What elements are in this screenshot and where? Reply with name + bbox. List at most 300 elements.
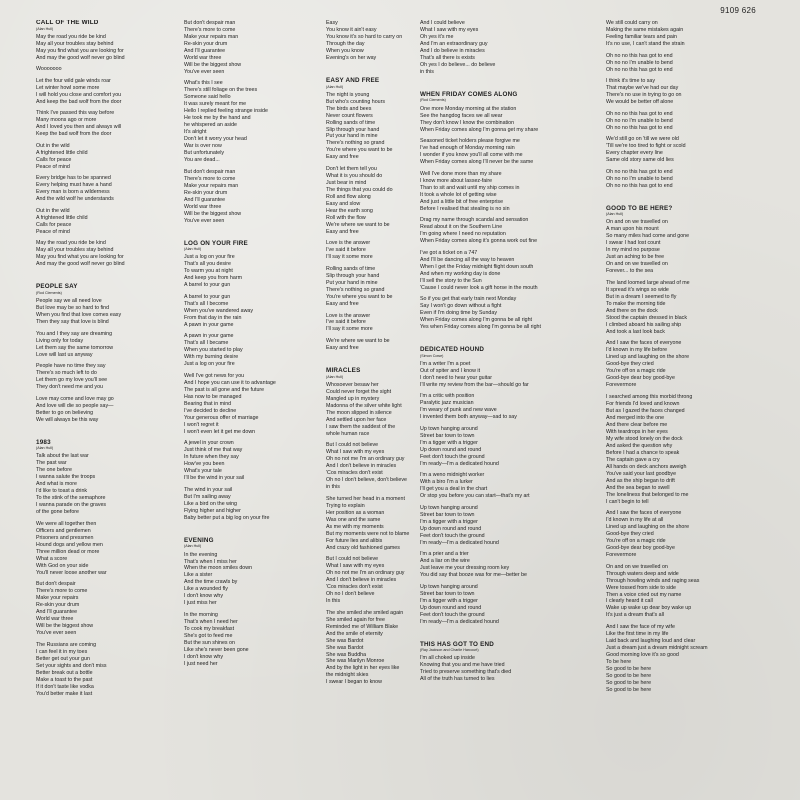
stanza (420, 505, 600, 547)
lyric-line: You're where you want to be (326, 293, 393, 300)
lyric-line: Will be the biggest show (36, 623, 94, 630)
lyric-line: We would be better off alone (606, 99, 674, 106)
lyric-line: I swear I had lost count (606, 240, 661, 247)
lyric-line: I'd known in my life before (606, 347, 668, 354)
lyric-line: There's still foliage on the trees (184, 87, 258, 94)
lyric-line: 'Cos miracles don't exist (326, 470, 383, 477)
lyric-line: They don't need me and you (36, 384, 103, 391)
song-title: EASY AND FREE (326, 76, 380, 84)
lyric-line: Oh no no I'm unable to bend (606, 117, 673, 124)
lyric-line: I've had enough of Monday morning rain (420, 145, 515, 152)
stanza (184, 20, 310, 76)
lyric-line: Easy and free (326, 154, 359, 161)
lyric-line: You know it's so hard to carry on (326, 33, 403, 40)
lyric-line: What I saw with my eyes (326, 449, 385, 456)
lyric-line: We're where we want to be (326, 221, 390, 228)
songwriter-credit: (Alan Hull) (326, 84, 344, 89)
stanza (420, 472, 600, 500)
stanza (36, 240, 162, 268)
lyric-line: It's alright (184, 129, 207, 136)
lyric-line: Lined up and laughing on the shore (606, 524, 690, 531)
lyric-line: I know more about lassez-faire (420, 177, 493, 184)
lyric-line: That's all I became (184, 340, 229, 347)
lyric-line: Better to go on believing (36, 409, 94, 416)
lyric-line: You did say that booze was for me—better be (420, 572, 527, 579)
lyric-line: the midnight skies (326, 672, 369, 679)
lyric-line: I'd known in my life at all (606, 517, 664, 524)
lyric-line: To be here (606, 658, 632, 665)
stanza (606, 20, 792, 48)
lyric-line: The she smiled she smiled again (326, 609, 404, 616)
lyric-line: Making the same mistakes again (606, 26, 684, 33)
lyric-line: A frightened little child (36, 214, 88, 221)
lyric-line: I'm a weno midnight worker (420, 472, 485, 479)
lyric-line: World war three (184, 54, 222, 61)
lyric-line: He took me by the hand and (184, 115, 251, 122)
lyric-line: Like a sister (184, 572, 213, 579)
lyric-line: And there on the dock (606, 307, 658, 314)
lyric-line: Out in the wild (36, 142, 70, 149)
lyric-line: The captain gave a cry (606, 456, 660, 463)
lyric-line: As me with my moments (326, 523, 384, 530)
lyric-line: Oh no I don't believe, don't believe (326, 477, 407, 484)
lyric-line: And I'm an extraordinary guy (420, 40, 488, 47)
lyric-line: I don't know why (184, 593, 223, 600)
lyric-line: And the smile of eternity (326, 630, 383, 637)
lyric-line: That's all you desire (184, 261, 231, 268)
lyric-line: Through waters deep and wide (606, 570, 679, 577)
lyric-line: Up down round and round (420, 604, 482, 611)
lyric-line: She was Bardot (326, 644, 364, 651)
lyric-line: With teardrops in her eyes (606, 428, 668, 435)
lyric-line: I'm ready—I'm a dedicated hound (420, 460, 499, 467)
lyric-line: Make your repairs man (184, 33, 239, 40)
lyric-line: Feet don't touch the ground (420, 611, 485, 618)
lyric-line: Just leave me your dressing room key (420, 565, 510, 572)
lyric-line: Reminded me of William Blake (326, 623, 399, 630)
lyric-line: Her position as a woman (326, 509, 385, 516)
lyric-line: Than to sit and wait until my ship comes in (420, 184, 520, 191)
lyric-line: I'll say it some more (326, 326, 373, 333)
lyric-line: Just bear in mind (326, 179, 367, 186)
lyric-line: Like a wounded fly (184, 586, 228, 593)
lyric-line: But my moments were not to blame (326, 530, 410, 537)
lyric-line: Read about it on the Southern Line (420, 224, 503, 231)
stanza (184, 294, 310, 329)
lyric-line: Feet don't touch the ground (420, 532, 485, 539)
lyric-line: Let them say the same tomorrow (36, 344, 114, 351)
lyric-line: The loneliness that belonged to me (606, 491, 689, 498)
lyric-line: And I'll guarantee (36, 609, 78, 616)
lyric-line: One more Monday morning at the station (420, 105, 517, 112)
lyric-line: I'm a tigger with a trigger (420, 518, 478, 525)
stanza (420, 138, 600, 166)
stanza (606, 340, 792, 389)
lyric-line: She smiled again for free (326, 616, 385, 623)
lyric-line: A pawn in your game (184, 333, 234, 340)
stanza (36, 642, 162, 698)
lyric-line: Will be the biggest show (184, 210, 242, 217)
lyric-line: And I could believe (420, 20, 465, 26)
lyric-line: That's when I need her (184, 618, 238, 625)
lyric-line: So good to be here (606, 665, 652, 672)
lyric-line: And may the good wolf never go blind (36, 54, 125, 61)
lyric-line: For friends I'd loved and known (606, 400, 680, 407)
stanza (606, 624, 792, 694)
lyric-line: I'll sell the story to the Sun (420, 277, 482, 284)
lyric-line: In the evening (184, 551, 218, 558)
lyric-line: May the road you ride be kind (36, 33, 106, 40)
songwriter-credit: (Alan Hull) (184, 247, 202, 252)
lyric-line: I'm a tigger with a trigger (420, 439, 478, 446)
lyric-line: I'd like to toast a drink (36, 488, 88, 495)
lyric-line: The Russians are coming (36, 641, 97, 648)
lyric-line: Re-skin your drum (184, 189, 228, 196)
lyric-line: Just an aching to be free (606, 254, 665, 261)
lyric-line: I won't regret it (184, 421, 219, 428)
stanza (184, 333, 310, 368)
lyric-line: Paralytic jazz musician (420, 400, 474, 407)
lyric-line: We still could carry on (606, 20, 658, 26)
lyric-line: he whispered an aside (184, 122, 238, 129)
lyric-line: Easy (326, 20, 338, 26)
lyric-line: Easy and free (326, 228, 359, 235)
stanza (36, 453, 162, 516)
lyric-line: So good to be here (606, 679, 652, 686)
lyric-line: You'd better make it last (36, 690, 93, 697)
lyric-line: Never count flowers (326, 112, 373, 119)
lyric-line: I'm going where I need no reputation (420, 231, 506, 238)
lyric-line: But love may be so hard to find (36, 305, 110, 312)
song-block (420, 642, 600, 684)
lyric-line: I don't need to hear your guitar (420, 374, 492, 381)
lyric-line: The land loomed large ahead of me (606, 279, 690, 286)
lyric-line: And by the light in her eyes like (326, 665, 400, 672)
lyric-line: And asked the question why (606, 442, 673, 449)
song-block (606, 20, 792, 190)
song-title: 1983 (36, 438, 51, 446)
lyric-line: You've ever seen (184, 217, 225, 224)
lyric-line: What I saw with my eyes (420, 26, 479, 33)
lyric-line: And the wild wolf he understands (36, 196, 114, 203)
lyric-line: Love will last us anyway (36, 351, 93, 358)
lyric-line: What it is you should do (326, 173, 383, 179)
stanza (36, 143, 162, 171)
lyric-line: I'm ready—I'm a dedicated hound (420, 539, 499, 546)
lyric-line: But as I gazed the faces changed (606, 407, 685, 414)
lyric-line: A jewel in your crown (184, 440, 234, 447)
lyric-line: And the time crawls by (184, 579, 238, 586)
lyric-line: Hello I replied feeling strange inside (184, 108, 268, 115)
lyric-line: I climbed aboard his sailing ship (606, 321, 682, 328)
lyric-line: World war three (184, 203, 222, 210)
lyric-line: Up down round and round (420, 446, 482, 453)
stanza (606, 394, 792, 506)
songwriter-credit: (Alan Hull) (606, 212, 624, 217)
stanza (420, 217, 600, 245)
stanza (36, 521, 162, 577)
stanza (184, 80, 310, 164)
lyric-line: Re-skin your drum (184, 40, 228, 47)
lyric-line: You are dead... (184, 157, 220, 164)
lyric-line: What's this I see (184, 80, 223, 87)
lyric-line: For future lies and alibis (326, 537, 383, 544)
lyric-line: Don't let them tell you (326, 166, 377, 173)
lyric-line: World war three (36, 616, 74, 623)
lyric-line: Let winter howl some more (36, 84, 100, 91)
lyric-line: And the sea began to swell (606, 484, 670, 491)
lyric-line: I've decided to decline (184, 407, 237, 414)
stanza (184, 373, 310, 436)
catalog-number: 9109 626 (720, 6, 756, 15)
lyric-line: Well I've done more than my share (420, 170, 502, 177)
lyric-line: Seasoned ticket holders please forgive me (420, 138, 520, 145)
lyric-line: To warm you at night (184, 268, 233, 275)
song-block (606, 206, 792, 694)
lyric-line: Rolling sands of time (326, 119, 376, 126)
lyric-line: There's so much left to do (36, 370, 97, 377)
lyric-line: When you find that love comes easy (36, 312, 122, 319)
lyric-line: We will always be this way (36, 416, 99, 423)
lyric-line: in this (326, 484, 340, 491)
lyric-line: I'm a writer I'm a poet (420, 360, 471, 367)
lyric-line: There's no use in trying to go on (606, 92, 682, 99)
lyric-line: Oh no no I'm unable to bend (606, 175, 673, 182)
lyric-line: Flying higher and higher (184, 507, 241, 514)
lyric-line: Then a voice cried out my name (606, 591, 682, 598)
lyric-line: Before I realised that stealing is no sin (420, 205, 510, 212)
lyric-line: Oh no no this has got to end (606, 110, 673, 117)
song-block (36, 20, 162, 268)
lyric-line: Let them go my love you'll see (36, 377, 108, 384)
stanza (36, 66, 162, 73)
lyric-line: May you find what you are looking for (36, 47, 124, 54)
lyric-line: What's your tale (184, 468, 222, 475)
lyric-line: When I get the Friday midnight flight down south (420, 263, 534, 270)
lyric-line: You'll never loose another war (36, 569, 107, 576)
lyric-line: A pawn in your game (184, 321, 234, 328)
stanza (420, 426, 600, 468)
lyric-line: Three million dead or more (36, 548, 100, 555)
lyric-line: 'Cos miracles don't exist (326, 584, 383, 591)
stanza (606, 136, 792, 164)
lyric-line: There's more to come (184, 175, 236, 182)
lyric-line: All hands on deck anchors aweigh (606, 463, 687, 470)
stanza (36, 110, 162, 138)
songwriter-credit: (Ray Jackson and Charlie Harcourt) (420, 648, 479, 653)
song-title: PEOPLE SAY (36, 283, 78, 291)
lyric-line: A barrel to your gun (184, 282, 231, 289)
stanza (184, 440, 310, 482)
lyric-line: Well I've got news for you (184, 372, 245, 379)
lyric-line: And when my working day is done (420, 270, 501, 277)
lyric-line: Better get out your gun (36, 655, 90, 662)
lyric-line: I don't know why (184, 653, 223, 660)
song-block (420, 347, 600, 626)
lyric-line: Has now to be managed (184, 393, 242, 400)
lyric-line: Love may come and love may go (36, 395, 114, 402)
lyric-line: Were tossed from side to side (606, 584, 676, 591)
lyric-line: I'm a tigger with a trigger (420, 597, 478, 604)
lyric-line: The wind in your sail (184, 486, 233, 493)
lyric-line: Stood the captain dressed in black (606, 314, 687, 321)
lyrics-column-4 (420, 20, 600, 796)
lyric-line: But I could not believe (326, 556, 379, 563)
lyric-line: Wooooooo (36, 66, 62, 73)
lyric-line: When Friday comes along I'm gonna get my share (420, 126, 539, 133)
lyric-line: From that day in the rain (184, 314, 242, 321)
lyric-line: Oh no no I'm unable to bend (606, 59, 673, 66)
lyric-line: Roll with the flow (326, 214, 366, 221)
lyric-line: You know it ain't easy (326, 26, 377, 33)
song-block (184, 538, 310, 668)
lyric-line: whole human race (326, 430, 370, 437)
lyric-line: She's got to feed me (184, 632, 233, 639)
lyric-line: Feeling familiar tears and pain (606, 33, 677, 40)
lyric-line: People have no time they say (36, 363, 106, 370)
lyric-line: Just a log on your fire (184, 361, 235, 368)
song-title: DEDICATED HOUND (420, 346, 485, 354)
lyric-line: When you started to play (184, 347, 243, 354)
lyric-line: Talk about the last war (36, 453, 89, 460)
stanza (36, 78, 162, 106)
lyric-line: My wife stood lonely on the dock (606, 435, 683, 442)
lyric-line: There's more to come (36, 588, 88, 595)
lyric-line: And I don't believe in miracles (326, 463, 397, 470)
lyric-line: Easy and free (326, 345, 359, 352)
lyric-line: Say I won't go down without a fight (420, 303, 502, 310)
lyric-line: And I hope you can use it to advantage (184, 379, 276, 386)
lyric-line: To make the morning tide (606, 300, 666, 307)
stanza (606, 111, 792, 132)
lyric-line: Trying to explain (326, 502, 365, 509)
lyric-line: I invented them both anyway—sad to say (420, 414, 517, 421)
lyric-line: People say we all need love (36, 298, 102, 305)
stanza (36, 298, 162, 326)
lyric-line: Oh no no this has got to end (606, 66, 673, 73)
lyric-line: And I'll guarantee (184, 47, 226, 54)
lyric-line: But I'm sailing away (184, 493, 231, 500)
lyric-line: Will be the biggest show (184, 61, 242, 68)
lyric-line: in this (420, 68, 434, 75)
lyric-line: I'll be the wind in your sail (184, 475, 245, 482)
lyric-line: Better break out a bottle (36, 669, 93, 676)
stanza (606, 78, 792, 106)
stanza (420, 551, 600, 579)
lyric-line: That's all I become (184, 300, 229, 307)
lyric-line: Then they say that love is blind (36, 319, 109, 325)
lyric-line: Just think of me that way (184, 447, 243, 454)
lyric-line: The night is young (326, 91, 370, 98)
lyric-line: I will hold you close and comfort you (36, 91, 122, 98)
lyric-line: There's more to come (184, 26, 236, 33)
lyric-line: In this (326, 598, 341, 605)
song-title: WHEN FRIDAY COMES ALONG (420, 90, 518, 98)
lyric-line: Forevermore (606, 551, 637, 558)
lyric-line: Like the first time in my life (606, 631, 669, 638)
lyric-line: Out in the wild (36, 207, 70, 214)
lyric-line: I'm weary of punk and new wave (420, 407, 497, 414)
lyric-line: Good-bye dear boy good-bye (606, 545, 675, 551)
stanza (420, 393, 600, 421)
song-block (36, 440, 162, 698)
lyric-line: I wanna parade on the graves (36, 502, 107, 509)
songwriter-credit: (Alan Hull) (36, 26, 54, 31)
lyric-line: Oh no no this has got to end (606, 52, 673, 59)
songwriter-credit: (Rod Clements) (36, 290, 62, 295)
lyric-line: It's no use, I can't stand the strain (606, 40, 685, 47)
song-block (184, 241, 310, 522)
lyric-line: And a liar on the wire (420, 558, 470, 565)
lyric-line: All of the truth has turned to lies (420, 676, 495, 683)
lyric-line: We were all together then (36, 520, 97, 527)
lyric-line: Or stop you before you can start—that's my art (420, 493, 530, 500)
stanza (36, 396, 162, 424)
lyric-line: Make a toast to the past (36, 676, 93, 683)
lyric-line: Don't let it worry your head (184, 136, 247, 143)
lyric-line: Hound dogs and yellow men (36, 541, 103, 548)
lyric-line: Slip through your hand (326, 126, 380, 133)
lyric-line: That maybe we've had our day (606, 85, 679, 92)
lyric-line: Oh no I don't believe (326, 591, 375, 598)
lyric-line: They don't know I know the combination (420, 119, 515, 126)
lyric-line: I've said it before (326, 319, 366, 326)
lyric-line: I can't begin to tell (606, 498, 649, 505)
lyric-line: Easy and slow (326, 200, 361, 207)
songwriter-credit: (Rod Clements) (420, 98, 446, 103)
lyric-line: Even if I'm doing time by Sunday (420, 310, 497, 317)
lyric-line: To the stink of the semaphore (36, 495, 106, 502)
lyric-line: Whosoever besaw her (326, 381, 379, 388)
lyric-line: Oh no not me I'm an ordinary guy (326, 570, 405, 577)
lyric-line: See the hangdog faces we all wear (420, 112, 503, 119)
lyric-line: Oh no not me I'm an ordinary guy (326, 456, 405, 463)
lyric-line: And there clear before me (606, 421, 668, 428)
lyric-line: Calls for peace (36, 221, 72, 228)
stanza (184, 254, 310, 289)
lyric-line: Officers and gentlemen (36, 527, 91, 534)
lyric-line: Oh yes I do believe... do believe (420, 61, 496, 68)
stanza (36, 34, 162, 62)
lyric-line: That's all there is exists (420, 54, 475, 61)
lyric-line: Good morning love it's so good (606, 651, 679, 658)
lyric-line: I wanna salute the troops (36, 474, 96, 481)
lyric-line: You're where you want to be (326, 147, 393, 154)
lyric-line: And I'll guarantee (184, 196, 226, 203)
song-block (420, 92, 600, 331)
lyric-line: What I saw with my eyes (326, 563, 385, 570)
lyric-line: Was one and the same (326, 516, 381, 523)
lyric-line: May all your troubles stay behind (36, 40, 114, 47)
lyrics-column-2 (184, 20, 310, 796)
lyric-line: Just a dream just a dream midnight scream (606, 644, 708, 651)
songwriter-credit: (Alan Hull) (184, 544, 202, 549)
lyric-line: Out of spiter and I know it (420, 367, 481, 374)
lyric-line: It spread it's wings so wide (606, 286, 669, 293)
lyric-line: Make your repairs man (184, 182, 239, 189)
lyric-line: And I don't believe in miracles (326, 577, 397, 584)
stanza (36, 331, 162, 359)
lyric-line: You've said your last goodbye (606, 470, 677, 477)
lyric-line: And may the good wolf never go blind (36, 261, 125, 268)
song-title: THIS HAS GOT TO END (420, 640, 495, 648)
stanza (420, 250, 600, 292)
lyric-line: I'll get you a deal in the chart (420, 486, 488, 493)
stanza (36, 208, 162, 236)
lyric-line: Up town hanging around (420, 504, 478, 511)
lyric-line: Put your hand in mine (326, 279, 378, 286)
lyric-line: Madonna of the silver white light (326, 402, 402, 409)
